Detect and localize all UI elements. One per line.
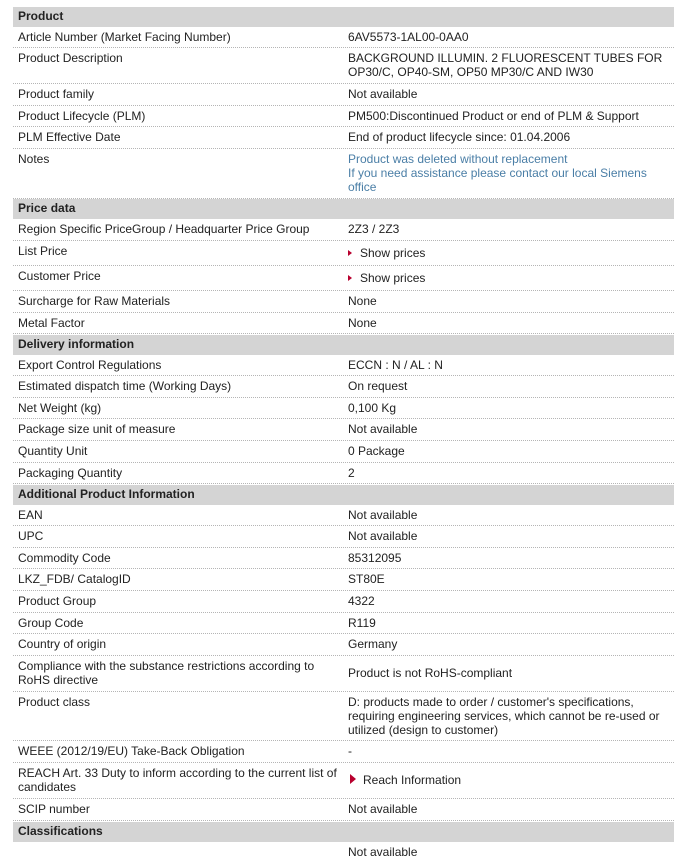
row-product-family [13, 84, 674, 106]
value-product-class: D: products made to order / customer's specifications, requiring engineering services, which cannot be re-used or utilized (design to customer) [348, 695, 660, 737]
row-commodity-code [13, 548, 674, 569]
row-ean [13, 505, 674, 526]
row-product-class [13, 692, 674, 741]
label-plm-effective-date: PLM Effective Date [18, 130, 121, 144]
label-notes: Notes [18, 152, 50, 166]
row-price-group [13, 219, 674, 241]
label-net-weight: Net Weight (kg) [18, 401, 102, 415]
value-plm-effective-date: End of product lifecycle since: 01.04.2006 [348, 130, 571, 144]
value-rohs-compliance: Product is not RoHS-compliant [348, 666, 513, 680]
row-net-weight [13, 398, 674, 419]
row-weee [13, 741, 674, 763]
label-scip-number: SCIP number [18, 802, 90, 816]
value-classifications: Not available [348, 845, 418, 859]
row-catalog-id [13, 569, 674, 591]
value-upc: Not available [348, 529, 418, 543]
value-product-description: BACKGROUND ILLUMIN. 2 FLUORESCENT TUBES FOR OP30/C, OP40-SM, OP50 MP30/C AND IW30 [348, 51, 663, 79]
value-country-origin: Germany [348, 637, 398, 651]
value-dispatch-time: On request [348, 379, 408, 393]
chevron-right-icon [348, 250, 352, 256]
value-net-weight: 0,100 Kg [348, 401, 397, 415]
value-product-lifecycle: PM500:Discontinued Product or end of PLM & Support [348, 109, 639, 123]
section-header-product: Product [13, 7, 674, 27]
product-deleted-link[interactable]: Product was deleted without replacement [348, 152, 568, 166]
contact-siemens-link[interactable]: If you need assistance please contact our local Siemens office [348, 166, 647, 194]
value-article-number: 6AV5573-1AL00-0AA0 [348, 30, 469, 44]
label-product-group: Product Group [18, 594, 97, 608]
row-export-control [13, 355, 674, 376]
row-customer-price [13, 266, 674, 291]
label-price-group: Region Specific PriceGroup / Headquarter Price Group [18, 222, 310, 236]
value-group-code: R119 [348, 616, 376, 630]
row-plm-effective-date [13, 127, 674, 149]
row-quantity-unit [13, 441, 674, 463]
value-product-family: Not available [348, 87, 418, 101]
label-product-class: Product class [18, 695, 91, 709]
value-export-control: ECCN : N / AL : N [348, 358, 443, 372]
label-customer-price: Customer Price [18, 269, 101, 283]
label-country-origin: Country of origin [18, 637, 107, 651]
label-rohs-compliance: Compliance with the substance restrictions according to RoHS directive [18, 659, 315, 687]
row-group-code [13, 613, 674, 634]
label-catalog-id: LKZ_FDB/ CatalogID [18, 572, 131, 586]
value-quantity-unit: 0 Package [348, 444, 405, 458]
value-notes [348, 152, 673, 194]
label-quantity-unit: Quantity Unit [18, 444, 88, 458]
section-header-price-data: Price data [13, 199, 674, 219]
value-package-size: Not available [348, 422, 418, 436]
row-product-description [13, 48, 674, 84]
value-ean: Not available [348, 508, 418, 522]
value-catalog-id: ST80E [348, 572, 385, 586]
reach-information-link[interactable]: Reach Information [350, 773, 675, 787]
row-surcharge [13, 291, 674, 313]
row-classifications [13, 842, 674, 860]
row-notes [13, 149, 674, 199]
label-commodity-code: Commodity Code [18, 551, 111, 565]
label-product-family: Product family [18, 87, 95, 101]
label-dispatch-time: Estimated dispatch time (Working Days) [18, 379, 232, 393]
section-header-delivery: Delivery information [13, 335, 674, 355]
row-upc [13, 526, 674, 548]
row-list-price [13, 241, 674, 266]
label-product-lifecycle: Product Lifecycle (PLM) [18, 109, 146, 123]
row-package-size [13, 419, 674, 441]
label-reach: REACH Art. 33 Duty to inform according to the current list of candidates [18, 766, 337, 794]
label-metal-factor: Metal Factor [18, 316, 85, 330]
value-metal-factor: None [348, 316, 377, 330]
row-product-lifecycle [13, 106, 674, 127]
triangle-right-icon [350, 774, 356, 784]
label-product-description: Product Description [18, 51, 123, 65]
row-scip-number [13, 799, 674, 821]
value-commodity-code: 85312095 [348, 551, 402, 565]
section-header-additional: Additional Product Information [13, 485, 674, 505]
label-article-number: Article Number (Market Facing Number) [18, 30, 231, 44]
label-surcharge: Surcharge for Raw Materials [18, 294, 171, 308]
label-weee: WEEE (2012/19/EU) Take-Back Obligation [18, 744, 245, 758]
value-price-group: 2Z3 / 2Z3 [348, 222, 400, 236]
value-packaging-quantity: 2 [348, 466, 355, 480]
row-reach [13, 763, 674, 799]
chevron-right-icon [348, 275, 352, 281]
row-product-group [13, 591, 674, 613]
section-header-classifications: Classifications [13, 822, 674, 842]
row-article-number [13, 27, 674, 48]
label-packaging-quantity: Packaging Quantity [18, 466, 123, 480]
value-product-group: 4322 [348, 594, 375, 608]
label-package-size: Package size unit of measure [18, 422, 176, 436]
row-packaging-quantity [13, 463, 674, 484]
value-scip-number: Not available [348, 802, 418, 816]
row-dispatch-time [13, 376, 674, 398]
label-upc: UPC [18, 529, 44, 543]
label-ean: EAN [18, 508, 43, 522]
label-list-price: List Price [18, 244, 68, 258]
value-surcharge: None [348, 294, 377, 308]
label-export-control: Export Control Regulations [18, 358, 162, 372]
row-metal-factor [13, 313, 674, 334]
show-list-prices-link[interactable]: Show prices [348, 246, 673, 260]
row-country-origin [13, 634, 674, 656]
value-weee: - [348, 744, 352, 758]
row-rohs-compliance [13, 656, 674, 692]
show-customer-prices-link[interactable]: Show prices [348, 271, 673, 285]
label-group-code: Group Code [18, 616, 84, 630]
